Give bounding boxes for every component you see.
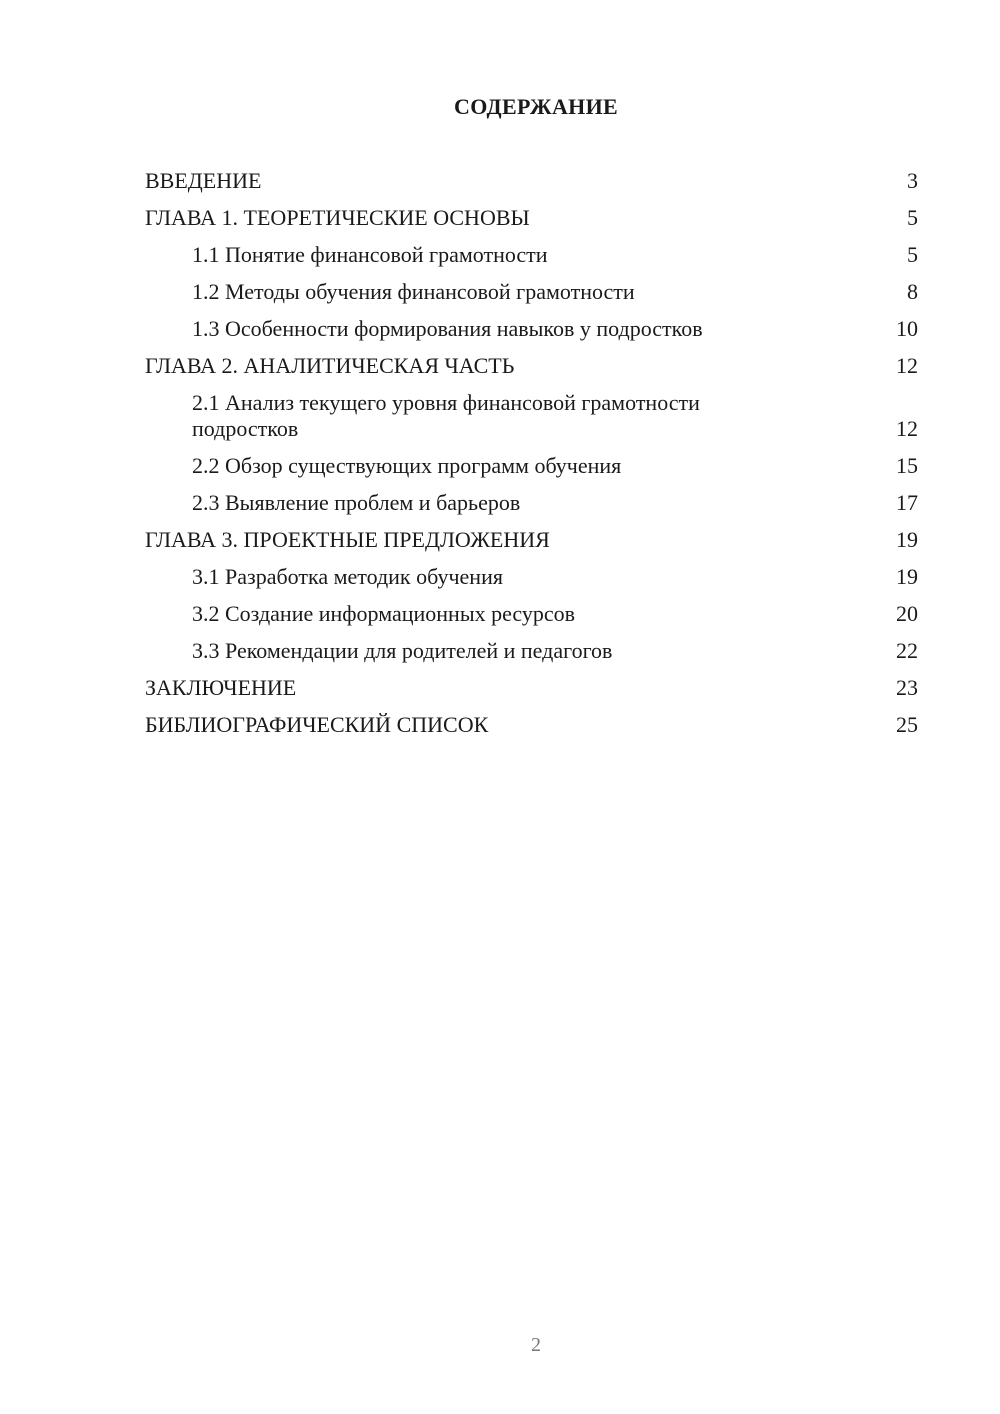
toc-entry-page: 17: [896, 490, 918, 515]
toc-entry-section-3-2[interactable]: [145, 601, 918, 627]
toc-entry-chapter-2[interactable]: [145, 353, 918, 379]
toc-entry-label: 1.2 Методы обучения финансовой грамотности: [192, 279, 635, 304]
toc-entry-label: БИБЛИОГРАФИЧЕСКИЙ СПИСОК: [145, 712, 489, 737]
toc-entry-page: 5: [907, 242, 918, 267]
toc-entry-section-1-1[interactable]: [145, 242, 918, 268]
page-number: 2: [531, 1334, 541, 1356]
toc-entry-page: 3: [907, 168, 918, 193]
toc-entry-section-3-1[interactable]: [145, 564, 918, 590]
toc-entry-label: ВВЕДЕНИЕ: [145, 168, 262, 193]
toc-entry-page: 15: [896, 453, 918, 478]
toc-entry-introduction[interactable]: [145, 168, 918, 194]
toc-entry-label: ГЛАВА 3. ПРОЕКТНЫЕ ПРЕДЛОЖЕНИЯ: [145, 527, 550, 552]
toc-entry-label: ГЛАВА 1. ТЕОРЕТИЧЕСКИЕ ОСНОВЫ: [145, 205, 530, 230]
toc-entry-section-2-1[interactable]: [145, 390, 918, 442]
toc-entry-page: 23: [896, 675, 918, 700]
toc-entry-label: 3.1 Разработка методик обучения: [192, 564, 503, 589]
toc-entry-label: 3.2 Создание информационных ресурсов: [192, 601, 576, 626]
toc-entry-label: 2.3 Выявление проблем и барьеров: [192, 490, 521, 515]
toc-entry-section-1-3[interactable]: [145, 316, 918, 342]
toc-entry-section-2-3[interactable]: [145, 490, 918, 516]
toc-entry-chapter-3[interactable]: [145, 527, 918, 553]
toc-entry-label: 1.3 Особенности формирования навыков у подростков: [192, 316, 703, 341]
toc-entry-label: 2.2 Обзор существующих программ обучения: [192, 453, 622, 478]
toc-entry-chapter-1[interactable]: [145, 205, 918, 231]
toc-entry-label: ЗАКЛЮЧЕНИЕ: [145, 675, 297, 700]
toc-entry-section-1-2[interactable]: [145, 279, 918, 305]
toc-entry-page: 19: [896, 564, 918, 589]
toc-entry-bibliography[interactable]: [145, 712, 918, 738]
toc-entry-label: 1.1 Понятие финансовой грамотности: [192, 242, 548, 267]
toc-entry-page: 19: [896, 527, 918, 552]
toc-entry-page: 10: [896, 316, 918, 341]
toc-entry-page: 8: [907, 279, 918, 304]
toc-entry-page: 12: [896, 353, 918, 378]
toc-entry-label: ГЛАВА 2. АНАЛИТИЧЕСКАЯ ЧАСТЬ: [145, 353, 515, 378]
toc-entry-conclusion[interactable]: [145, 675, 918, 701]
toc-entry-page: 20: [896, 601, 918, 626]
toc-entry-page: 25: [896, 712, 918, 737]
toc-entry-page: 5: [907, 205, 918, 230]
toc-entry-page: 22: [896, 638, 918, 663]
table-of-contents: [145, 168, 918, 749]
toc-entry-label: 3.3 Рекомендации для родителей и педагогов: [192, 638, 613, 663]
toc-entry-section-2-2[interactable]: [145, 453, 918, 479]
toc-entry-section-3-3[interactable]: [145, 638, 918, 664]
toc-entry-page: 12: [896, 416, 918, 441]
toc-entry-label: 2.1 Анализ текущего уровня финансовой грамотности подростков: [192, 390, 700, 441]
toc-title: СОДЕРЖАНИЕ: [454, 94, 618, 119]
